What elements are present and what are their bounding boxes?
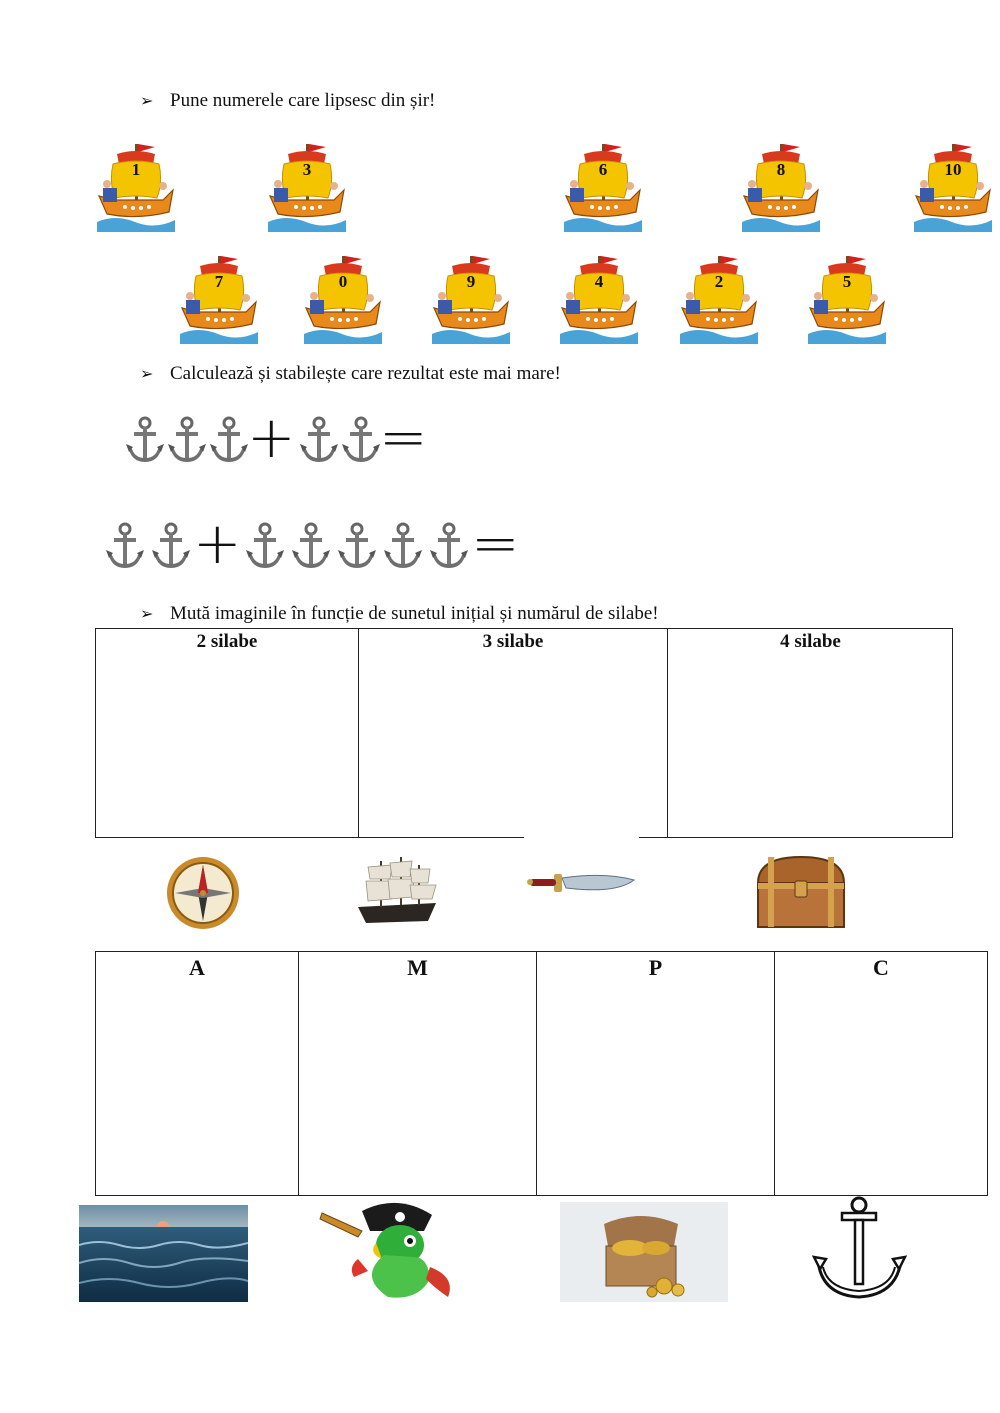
column-header: 2 silabe [196, 631, 258, 652]
drop-zone-letter-a[interactable] [96, 952, 299, 1195]
pirate-ship-card[interactable] [806, 252, 888, 344]
anchor-count-icon [209, 416, 249, 466]
pirate-ship-card[interactable] [178, 252, 260, 344]
ship-number: 9 [466, 272, 476, 291]
ship-number: 10 [944, 160, 962, 179]
sea-image[interactable] [79, 1205, 248, 1302]
drop-zone-letter-p[interactable] [537, 952, 775, 1195]
pirate-ship-card[interactable] [95, 140, 177, 232]
column-header: A [189, 955, 205, 980]
pirate-ship-icon [266, 140, 348, 232]
column-header: 4 silabe [780, 631, 841, 652]
instruction-text: Pune numerele care lipsesc din șir! [170, 90, 436, 111]
instruction-sort-images [140, 603, 659, 625]
anchor-count-icon [167, 416, 207, 466]
pirate-parrot-image[interactable] [318, 1197, 458, 1303]
equation-1 [125, 403, 445, 472]
treasure-chest-image[interactable] [754, 853, 848, 931]
syllable-table [95, 628, 953, 838]
pirate-ship-card[interactable] [558, 252, 640, 344]
ship-number: 5 [842, 272, 852, 291]
sailing-ship-image[interactable] [352, 855, 442, 927]
ship-number: 6 [598, 160, 608, 179]
gold-chest-image[interactable] [560, 1202, 728, 1302]
pirate-ship-card[interactable] [266, 140, 348, 232]
pirate-ship-card[interactable] [302, 252, 384, 344]
pirate-ship-card[interactable] [912, 140, 994, 232]
anchor-count-icon [291, 522, 331, 572]
ship-number: 7 [214, 272, 224, 291]
drop-zone-3-syllables[interactable] [359, 629, 668, 837]
pirate-ship-icon [558, 252, 640, 344]
plus-sign: + [247, 403, 296, 471]
pirate-ship-icon [562, 140, 644, 232]
pirate-ship-icon [740, 140, 822, 232]
sabre-image[interactable] [526, 866, 638, 902]
bullet-icon: ➢ [140, 93, 154, 110]
anchor-count-icon [105, 522, 145, 572]
drop-zone-letter-c[interactable] [775, 952, 987, 1195]
anchor-image[interactable] [812, 1195, 907, 1303]
equation-2 [105, 509, 545, 578]
equals-sign: = [379, 403, 428, 471]
plus-sign: + [193, 509, 242, 577]
column-header: P [648, 955, 663, 980]
anchor-count-icon [429, 522, 469, 572]
ship-number: 2 [714, 272, 724, 291]
bullet-icon: ➢ [140, 366, 154, 383]
column-header: 3 silabe [482, 631, 544, 652]
drop-zone-4-syllables[interactable] [668, 629, 953, 837]
anchor-count-icon [341, 416, 381, 466]
pirate-ship-card[interactable] [678, 252, 760, 344]
pirate-ship-icon [302, 252, 384, 344]
ship-number: 4 [594, 272, 604, 291]
anchor-count-icon [125, 416, 165, 466]
pirate-ship-icon [95, 140, 177, 232]
ship-number: 8 [776, 160, 786, 179]
pirate-ship-card[interactable] [430, 252, 512, 344]
compass-image[interactable] [165, 855, 241, 931]
ship-number: 1 [131, 160, 141, 179]
pirate-ship-icon [912, 140, 994, 232]
letter-table [95, 951, 988, 1196]
instruction-calculate [140, 363, 561, 385]
bullet-icon: ➢ [140, 606, 154, 623]
pirate-ship-icon [678, 252, 760, 344]
ship-number: 0 [338, 272, 348, 291]
pirate-ship-icon [430, 252, 512, 344]
pirate-ship-card[interactable] [740, 140, 822, 232]
pirate-ship-icon [806, 252, 888, 344]
pirate-ship-icon [178, 252, 260, 344]
pirate-ship-card[interactable] [562, 140, 644, 232]
anchor-count-icon [383, 522, 423, 572]
column-header: C [873, 955, 889, 980]
anchor-count-icon [337, 522, 377, 572]
drop-zone-letter-m[interactable] [299, 952, 537, 1195]
anchor-count-icon [151, 522, 191, 572]
column-header: M [407, 955, 428, 980]
instruction-text: Calculează și stabilește care rezultat este mai mare! [170, 363, 561, 384]
instruction-text: Mută imaginile în funcție de sunetul inițial și numărul de silabe! [170, 603, 659, 624]
drop-zone-2-syllables[interactable] [96, 629, 359, 837]
anchor-count-icon [299, 416, 339, 466]
ship-number: 3 [302, 160, 312, 179]
anchor-count-icon [245, 522, 285, 572]
equals-sign: = [471, 509, 520, 577]
instruction-missing-numbers [140, 90, 435, 112]
